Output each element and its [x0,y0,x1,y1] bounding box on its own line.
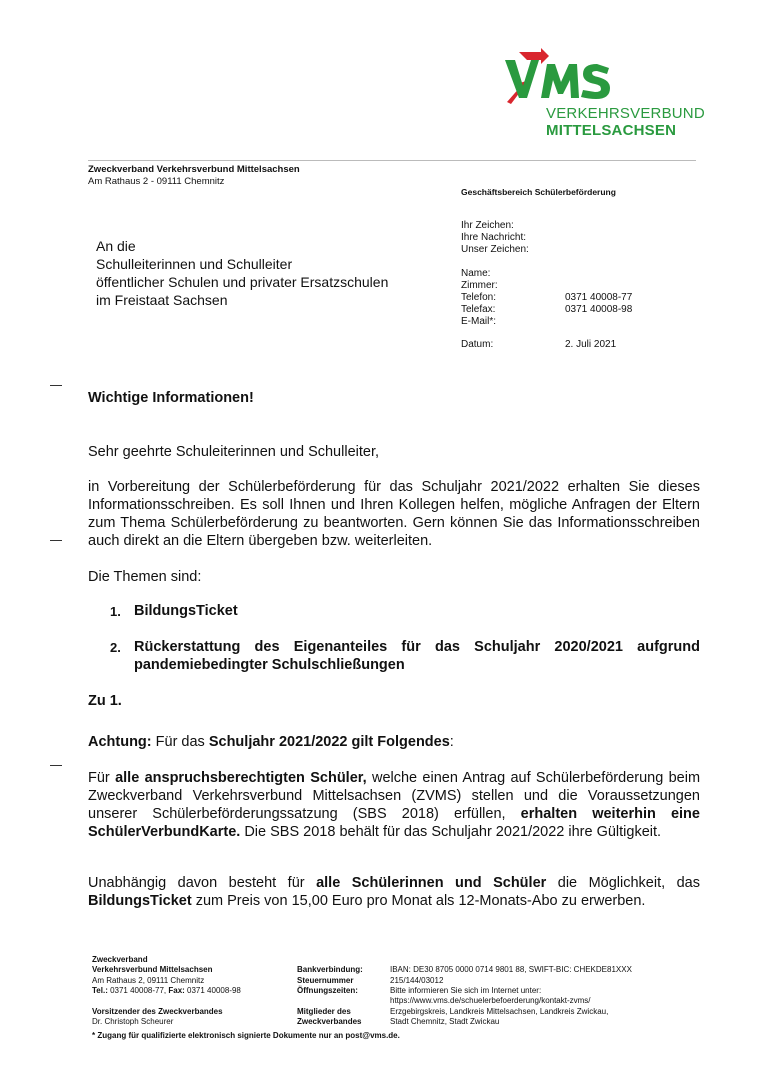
letter-subject: Wichtige Informationen! [88,390,254,406]
footer-fax-value: 0371 40008-98 [184,986,241,995]
ref-zimmer: Zimmer: [461,280,498,291]
vms-logo [497,46,705,142]
footer-bank-value: IBAN: DE30 8705 0000 0714 9801 88, SWIFT-BIC: CHEKDE81XXX [390,965,632,974]
footer-note: * Zugang für qualifizierte elektronisch signierte Dokumente nur an post@vms.de. [92,1031,400,1040]
footer-tel-value: 0371 40008-77, [107,986,169,995]
achtung-text: Für das [151,734,209,750]
p2-text: die Möglichkeit, das [546,875,700,891]
footer-org-line2: Verkehrsverbund Mittelsachsen [92,965,213,974]
recipient-line: im Freistaat Sachsen [96,292,228,308]
topic-item: BildungsTicket [134,603,238,619]
p1-text: welche einen Antrag auf Schülerbeförderung beim Zweckverband Verkehrsverbund Mittelsachsen (ZVMS) stellen und die Voraussetzungen unserer Schülerbeförderungssatzung (SBS 2018) erfüllen, [88,770,701,822]
footer-hours-label: Öffnungszeiten: [297,986,358,995]
ref-name: Name: [461,268,491,279]
footer-tel-label: Tel.: [92,986,108,995]
p1-bold: erhalten weiterhin eine SchülerVerbundKarte. [88,806,700,840]
achtung-label: Achtung: [88,734,152,750]
ref-datum-label: Datum: [461,339,494,350]
footer-bank-label: Bankverbindung: [297,965,363,974]
p2-bold: BildungsTicket [88,893,192,909]
recipient-address [96,237,388,309]
footer-hours-value: Bitte informieren Sie sich im Internet unter: [390,986,542,995]
topic-number: 2. [110,640,121,655]
achtung-end: : [449,734,454,750]
footer-chair-name: Dr. Christoph Scheurer [92,1017,174,1026]
footer-members-label: Mitglieder des [297,1007,351,1016]
achtung-bold: Schuljahr 2021/2022 gilt Folgendes [208,734,450,750]
ref-telefax-value: 0371 40008-98 [565,304,633,315]
footer-hours-link[interactable]: https://www.vms.de/schuelerbefoerderung/kontakt-zvms/ [390,996,591,1005]
section-heading: Zu 1. [88,693,122,709]
paragraph-eligible-students [88,769,700,841]
footer-members-value: Erzgebirgskreis, Landkreis Mittelsachsen, Landkreis Zwickau, [390,1007,609,1016]
logo-text-verkehrsverbund: VERKEHRSVERBUND [546,105,705,122]
ref-ihre-nachricht: Ihre Nachricht: [461,232,527,243]
ref-email: E-Mail*: [461,316,497,327]
intro-paragraph: in Vorbereitung der Schülerbeförderung für das Schuljahr 2021/2022 erhalten Sie dieses Informationsschreiben. Es soll Ihnen und Ihren Kollegen helfen, mögliche Anfragen der Eltern zum Thema Schülerbeförderung zu beantworten. Gern können Sie das Informationsschreiben auch direkt an die Eltern übergeben bzw. weiterleiten. [88,479,700,549]
footer-org-line1: Zweckverband [92,955,148,964]
footer-phone-fax [92,986,241,996]
footer-tax-label: Steuernummer [297,976,354,985]
achtung-line [88,733,700,751]
footer-fax-label: Fax: [168,986,185,995]
salutation: Sehr geehrte Schuleiterinnen und Schulleiter, [88,444,379,460]
p1-text: Für [88,770,116,786]
sender-address: Am Rathaus 2 - 09111 Chemnitz [88,176,225,187]
footer-tax-value: 215/144/03012 [390,976,444,985]
p2-text: Unabhängig davon besteht für [88,875,317,891]
p1-text: Die SBS 2018 behält für das Schuljahr 2021/2022 ihre Gültigkeit. [240,824,662,840]
ref-telefon-value: 0371 40008-77 [565,292,633,303]
ref-ihr-zeichen: Ihr Zeichen: [461,220,514,231]
ref-datum-value: 2. Juli 2021 [565,339,617,350]
paragraph-bildungsticket [88,874,700,910]
footer-chair-label: Vorsitzender des Zweckverbandes [92,1007,223,1016]
fold-mark [50,385,62,386]
vms-logo-mark [501,46,613,108]
logo-text-mittelsachsen: MITTELSACHSEN [546,122,677,139]
recipient-line: Schulleiterinnen und Schulleiter [96,256,293,272]
p2-bold: alle Schülerinnen und Schüler [316,875,547,891]
ref-unser-zeichen: Unser Zeichen: [461,244,529,255]
ref-telefon-label: Telefon: [461,292,497,303]
topics-intro: Die Themen sind: [88,569,202,585]
department-label: Geschäftsbereich Schülerbeförderung [461,187,616,197]
p2-text: zum Preis von 15,00 Euro pro Monat als 12-Monats-Abo zu erwerben. [191,893,646,909]
header-divider [88,160,696,161]
sender-name: Zweckverband Verkehrsverbund Mittelsachsen [88,164,300,175]
footer-org-address: Am Rathaus 2, 09111 Chemnitz [92,976,205,985]
topic-number: 1. [110,604,121,619]
ref-telefax-label: Telefax: [461,304,496,315]
p1-bold: alle anspruchsberechtigten Schüler, [115,770,367,786]
topic-item: Rückerstattung des Eigenanteiles für das Schuljahr 2020/2021 aufgrund pandemiebedingter Schulschließungen [134,639,700,673]
fold-mark [50,765,62,766]
recipient-line: öffentlicher Schulen und privater Ersatzschulen [96,274,389,290]
footer-members-label: Zweckverbandes [297,1017,362,1026]
recipient-line: An die [96,238,136,254]
fold-mark [50,540,62,541]
footer-members-value: Stadt Chemnitz, Stadt Zwickau [390,1017,500,1026]
